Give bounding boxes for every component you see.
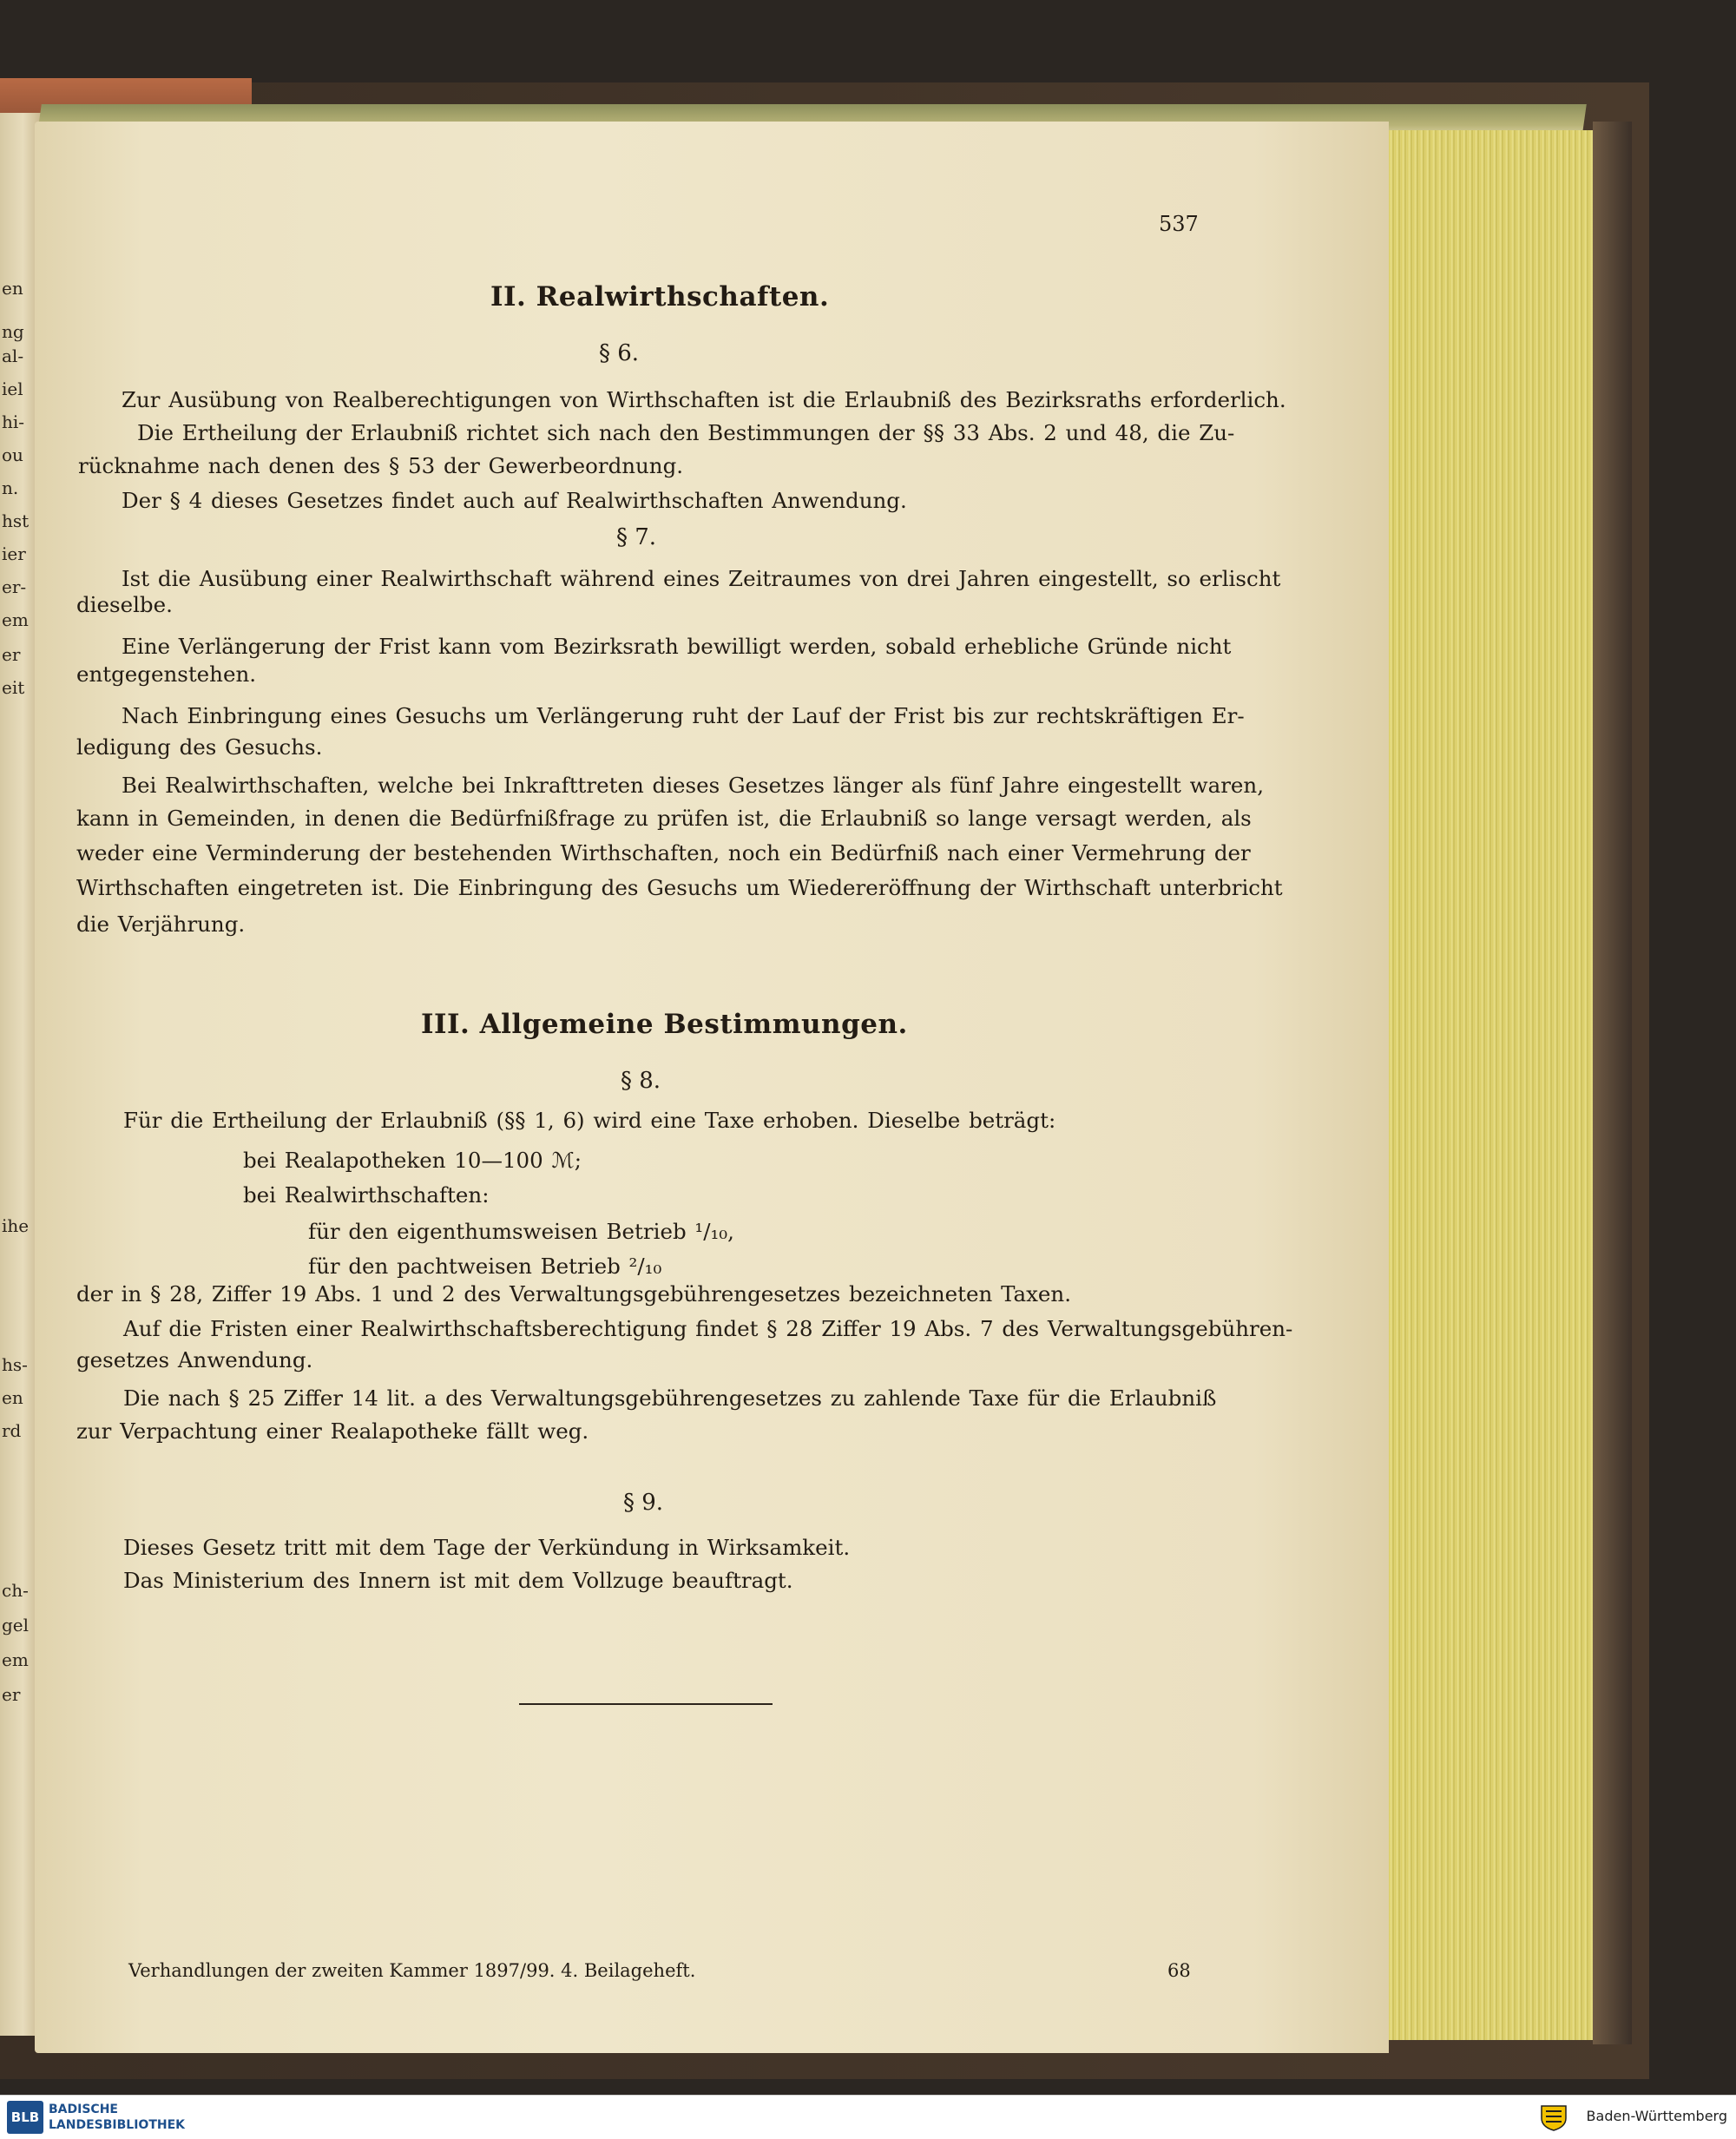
margin-fragment: ch- [2,1580,29,1601]
footer-publication: Verhandlungen der zweiten Kammer 1897/99. 4. Beilageheft. [128,1960,696,1981]
paragraph-line: für den eigenthumsweisen Betrieb ¹/₁₀, [308,1219,734,1244]
paragraph-line: Die nach § 25 Ziffer 14 lit. a des Verwaltungsgebührengesetzes zu zahlende Taxe für die Erlaubniß [123,1385,1217,1411]
paragraph-line: der in § 28, Ziffer 19 Abs. 1 und 2 des Verwaltungsgebührengesetzes bezeichneten Taxen. [76,1281,1072,1306]
margin-fragment: ou [2,444,23,465]
margin-fragment: em [2,609,29,630]
paragraph-line: Ist die Ausübung einer Realwirthschaft während eines Zeitraumes von drei Jahren eingestellt, so erlischt [122,566,1281,591]
paragraph-line: Das Ministerium des Innern ist mit dem Vollzuge beauftragt. [123,1568,793,1593]
book-cover-shadow [1593,122,1632,2044]
paragraph-line: rücknahme nach denen des § 53 der Gewerbeordnung. [78,453,684,478]
margin-fragment: ihe [2,1215,30,1236]
paragraph-line: für den pachtweisen Betrieb ²/₁₀ [308,1254,662,1279]
margin-fragment: ier [2,543,26,564]
page-number: 537 [1159,212,1199,236]
paragraph-6-sign: § 6. [599,340,640,366]
paragraph-line: Die Ertheilung der Erlaubniß richtet sich nach den Bestimmungen der §§ 33 Abs. 2 und 48, die Zu- [137,420,1235,445]
margin-fragment: er [2,644,21,665]
section-heading-2: II. Realwirthschaften. [490,281,830,313]
margin-fragment: rd [2,1420,22,1441]
paragraph-line: Zur Ausübung von Realberechtigungen von Wirthschaften ist die Erlaubniß des Bezirksraths erforderlich. [122,387,1286,412]
book-fore-edge [1389,130,1593,2040]
paragraph-line: gesetzes Anwendung. [76,1347,313,1372]
paragraph-line: ledigung des Gesuchs. [76,734,323,760]
paragraph-line: Eine Verlängerung der Frist kann vom Bezirksrath bewilligt werden, sobald erhebliche Gründe nicht [122,634,1232,659]
paragraph-line: entgegenstehen. [76,661,257,687]
paragraph-line: Nach Einbringung eines Gesuchs um Verlängerung ruht der Lauf der Frist bis zur rechtskräftigen Er- [122,703,1245,728]
paragraph-line: bei Realwirthschaften: [243,1182,490,1208]
margin-fragment: en [2,1387,23,1408]
margin-fragment: hst [2,510,30,531]
margin-fragment: en [2,278,23,299]
paragraph-line: Der § 4 dieses Gesetzes findet auch auf Realwirthschaften Anwendung. [122,488,907,513]
paragraph-line: Auf die Fristen einer Realwirthschaftsberechtigung findet § 28 Ziffer 19 Abs. 7 des Verwaltungsgebühren- [123,1316,1293,1341]
paragraph-line: Bei Realwirthschaften, welche bei Inkrafttreten dieses Gesetzes länger als fünf Jahre eingestellt waren, [122,773,1264,798]
margin-fragment: al- [2,346,24,366]
margin-fragment: er [2,1684,21,1705]
viewer-footer [0,2095,1736,2139]
paragraph-9-sign: § 9. [623,1490,664,1516]
margin-fragment: ng [2,321,24,342]
section-heading-3: III. Allgemeine Bestimmungen. [421,1009,908,1040]
closing-rule [519,1703,773,1705]
blb-name-line2: LANDESBIBLIOTHEK [49,2118,186,2132]
paragraph-line: Dieses Gesetz tritt mit dem Tage der Verkündung in Wirksamkeit. [123,1535,851,1560]
margin-fragment: em [2,1649,29,1670]
margin-fragment: eit [2,677,25,698]
baden-wuerttemberg-coat-of-arms-icon [1536,2103,1571,2132]
paragraph-8-sign: § 8. [621,1068,661,1094]
margin-fragment: iel [2,378,23,399]
paragraph-line: bei Realapotheken 10—100 ℳ; [243,1148,582,1173]
margin-fragment: gel [2,1615,30,1636]
blb-name-line1: BADISCHE [49,2103,118,2116]
paragraph-line: Wirthschaften eingetreten ist. Die Einbringung des Gesuchs um Wiedereröffnung der Wirthschaft unterbricht [76,875,1283,900]
margin-fragment: hs- [2,1354,28,1375]
blb-library-name [49,2102,185,2133]
footer-sheet-number: 68 [1167,1960,1191,1981]
paragraph-line: Für die Ertheilung der Erlaubniß (§§ 1, 6) wird eine Taxe erhoben. Dieselbe beträgt: [123,1108,1056,1133]
margin-fragment: er- [2,576,27,597]
paragraph-7-sign: § 7. [616,524,657,550]
blb-logo-icon: BLB [7,2101,43,2134]
baden-wuerttemberg-label: Baden-Württemberg [1586,2108,1727,2124]
margin-fragment: n. [2,477,19,498]
paragraph-line: kann in Gemeinden, in denen die Bedürfnißfrage zu prüfen ist, die Erlaubniß so lange versagt werden, als [76,806,1252,831]
margin-fragment: hi- [2,411,25,432]
paragraph-line: weder eine Verminderung der bestehenden Wirthschaften, noch ein Bedürfniß nach einer Vermehrung der [76,840,1251,865]
paragraph-line: dieselbe. [76,592,173,617]
paragraph-line: zur Verpachtung einer Realapotheke fällt weg. [76,1418,589,1444]
paragraph-line: die Verjährung. [76,912,246,937]
